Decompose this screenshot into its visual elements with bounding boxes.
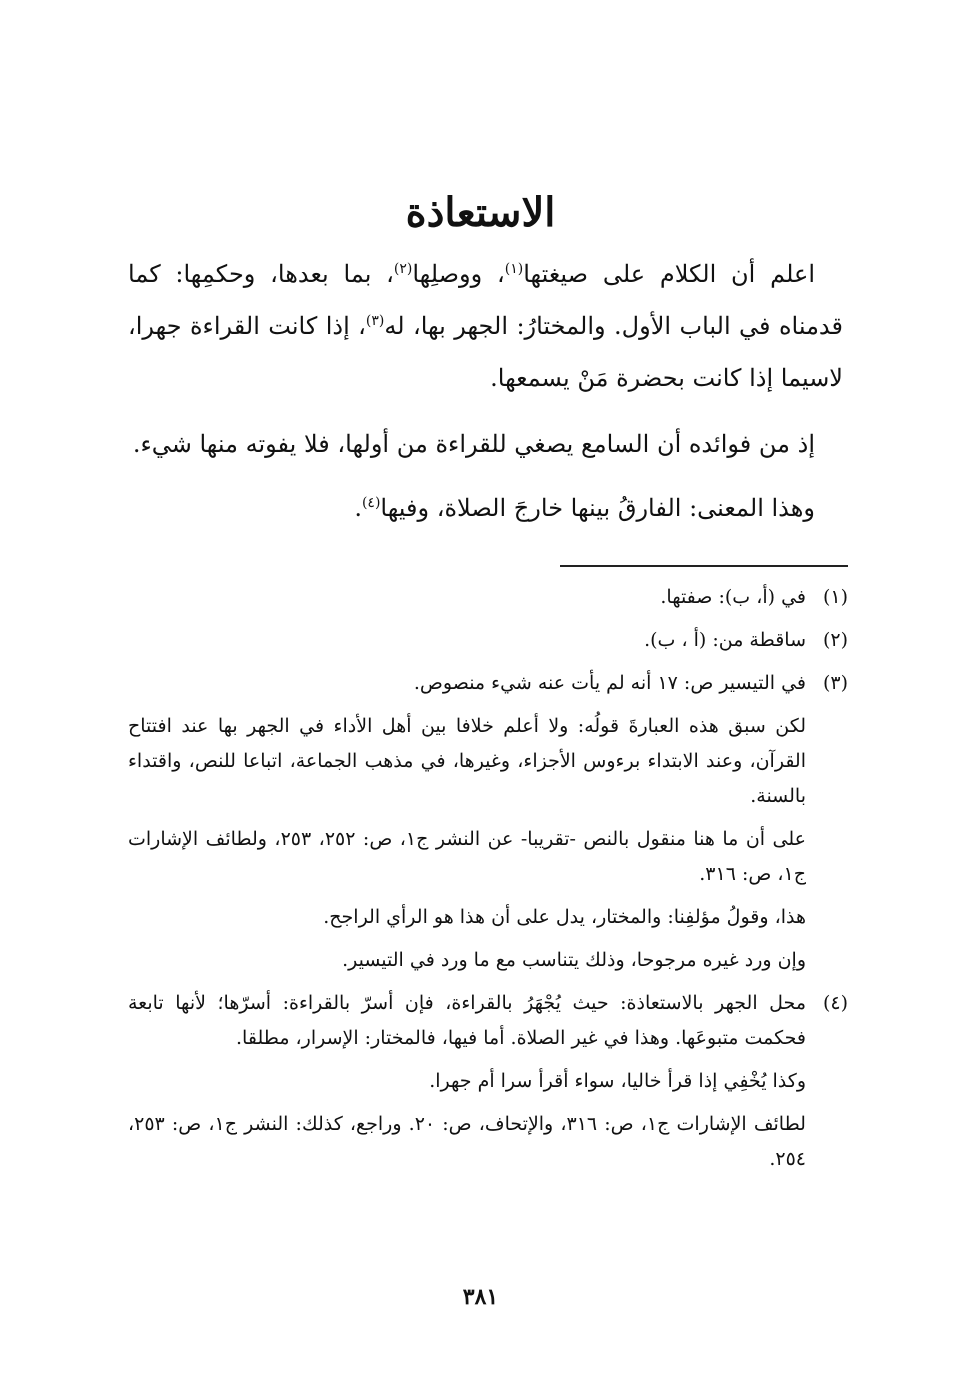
paragraph-1-part-d: ، إذا كانت القراءة جهرا، لاسيما إذا كانت بحضرة مَنْ يسمعها. (128, 312, 843, 392)
footnotes-section (128, 580, 848, 1185)
footnote-number: (٣) (822, 672, 848, 694)
footnote-ref-4[interactable]: (٤) (361, 495, 381, 511)
footnote-3 (128, 666, 848, 701)
page-number: ٣٨١ (462, 1284, 499, 1310)
paragraph-1-part-c: ، بما بعدها، وحكمِها: كما قدمناه في الباب الأول. والمختارُ: الجهر بها، له (128, 260, 843, 340)
paragraph-1-part-b: ، ووصلِها (412, 260, 505, 288)
paragraph-3-part-a: وهذا المعنى: الفارقُ بينها خارجَ الصلاة، وفيها (380, 494, 815, 522)
footnote-3-paragraph-2: لكن سبق هذه العبارةَ قولُه: ولا أعلم خلافا بين أهل الأداء في الجهر بها عند افتتاح القرآن، وعند الابتداء برءوس الأجزاء، وغيرها، في مذهب الجماعة، اتباعا للنص، واقتداء بالسنة. (128, 715, 806, 807)
footnote-text: محل الجهر بالاستعاذة: حيث يُجْهَرُ بالقراءة، فإن أسرّ بالقراءة: أسرّها؛ لأنها تابعة فحكمت متبوعَها. وهذا في غير الصلاة. أما فيها، فالمختار: الإسرار، مطلقا. (128, 992, 806, 1049)
footnote-number: (٢) (822, 629, 848, 651)
page-title: الاستعاذة (405, 188, 556, 236)
footnote-separator (560, 565, 848, 567)
footnote-3-paragraph-4: هذا، وقولُ مؤلفِنا: والمختار، يدل على أن هذا هو الرأي الراجح. (323, 906, 806, 928)
footnote-3-paragraph-3: على أن ما هنا منقول بالنص -تقريبا- عن النشر ج١، ص: ٢٥٢، ٢٥٣، ولطائف الإشارات ج١، ص: ٣١٦. (128, 828, 807, 885)
footnote-4-paragraph-2: وكذا يُخْفِي إذا قرأ خاليا، سواء أقرأ سرا أم جهرا. (429, 1070, 806, 1092)
paragraph-2: إذ من فوائده أن السامع يصغي للقراءة من أولها، فلا يفوته منها شيء. (132, 430, 815, 458)
paragraph-3-part-b: . (354, 494, 362, 522)
footnote-text: في التيسير ص: ١٧ أنه لم يأت عنه شيء منصوص. (413, 672, 806, 694)
footnote-1 (128, 580, 848, 615)
footnote-ref-1[interactable]: (١) (504, 261, 524, 277)
footnote-number: (١) (822, 586, 848, 608)
paragraph-1-part-a: اعلم أن الكلام على صيغتها (523, 260, 816, 288)
paragraph-3 (128, 482, 843, 534)
footnote-4-paragraph-3: لطائف الإشارات ج١، ص: ٣١٦، والإتحاف، ص: ٢٠. وراجع، كذلك: النشر ج١، ص: ٢٥٣، ٢٥٤. (128, 1113, 806, 1170)
footnote-text: في (أ، ب): صفتها. (660, 586, 806, 608)
footnote-text: ساقطة من: (أ ، ب). (644, 629, 806, 651)
main-text (128, 248, 843, 546)
footnote-ref-2[interactable]: (٢) (393, 261, 413, 277)
footnote-ref-3[interactable]: (٣) (365, 313, 385, 329)
footnote-2 (128, 623, 848, 658)
footnote-number: (٤) (822, 992, 848, 1014)
footnote-3-paragraph-5: وإن ورد غيره مرجوحا، وذلك يتناسب مع ما ورد في التيسير. (342, 949, 806, 971)
paragraph-1 (128, 248, 843, 404)
footnote-4 (128, 986, 848, 1056)
